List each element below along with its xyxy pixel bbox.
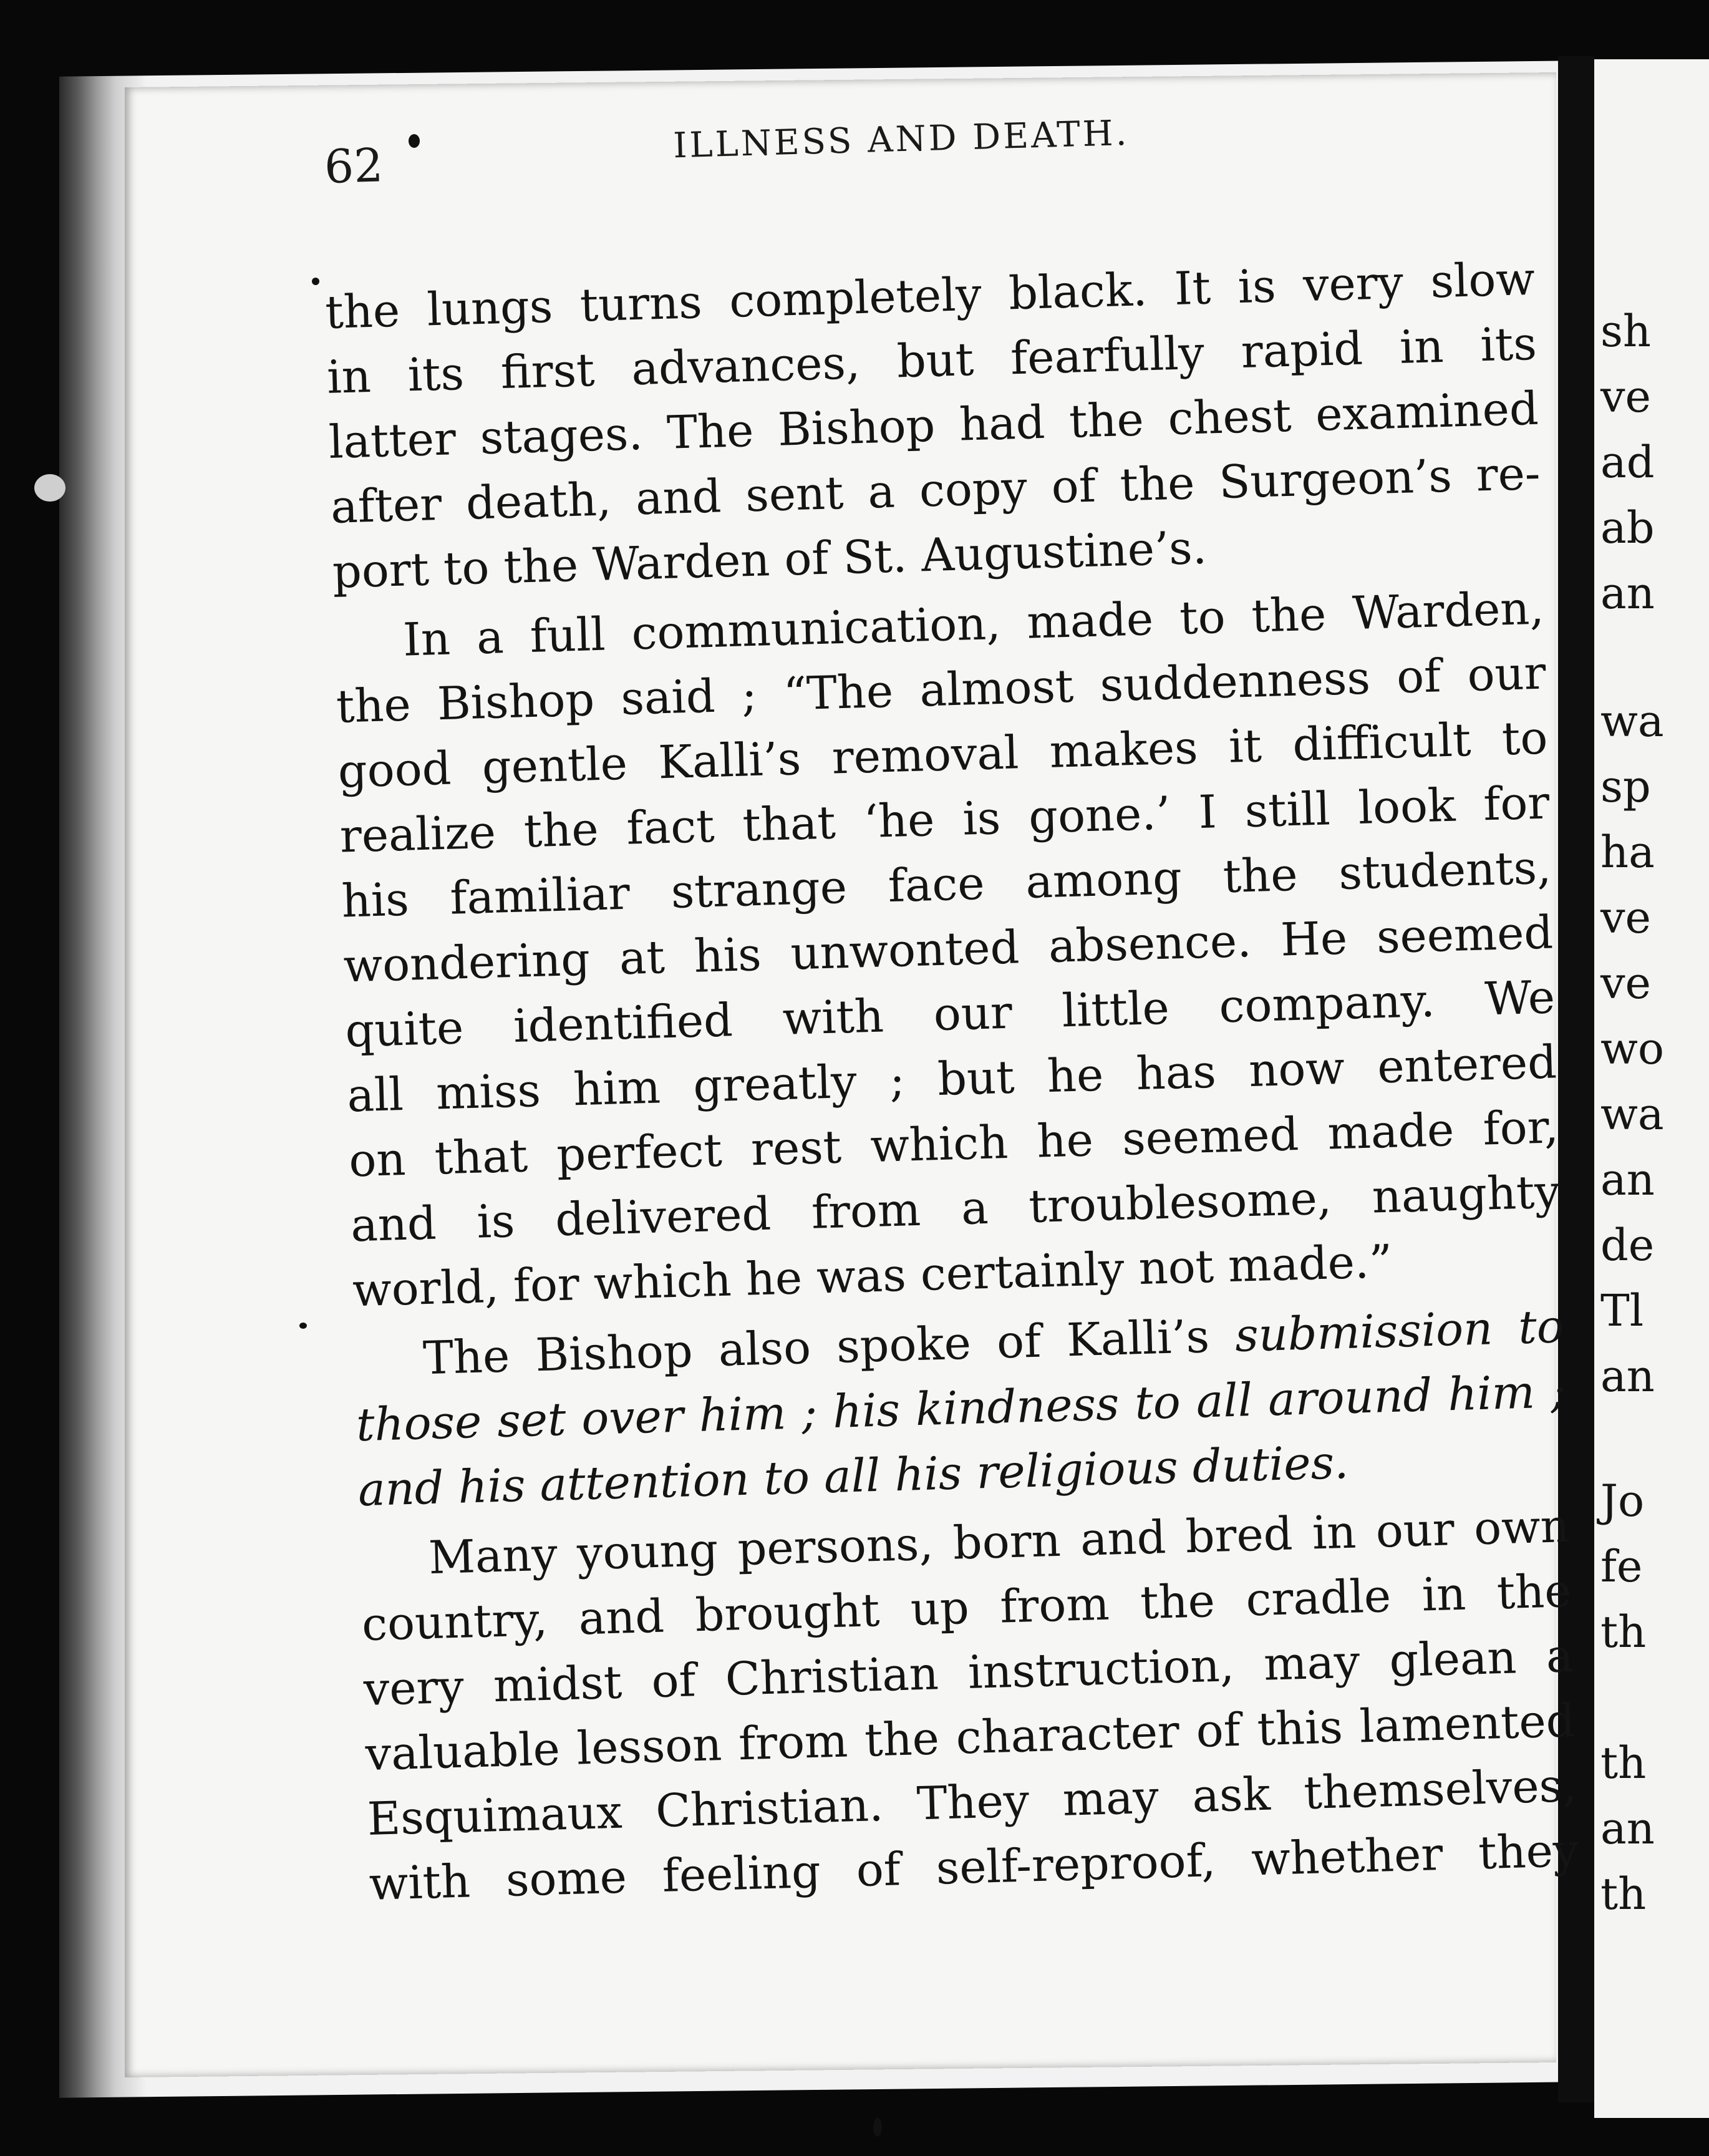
text-line: valuable lesson from the character of this lamented	[364, 1694, 1576, 1782]
text-line: In a full communication, made to the Warden,	[402, 581, 1545, 667]
text-line: realize the fact that ‘he is gone.’ I still look for	[339, 776, 1551, 863]
facing-page-fragment: wo	[1600, 1023, 1665, 1074]
scan-speck	[312, 278, 319, 285]
facing-page-fragment: th	[1600, 1737, 1647, 1789]
text-italic: and his attention to all his religious duties.	[357, 1435, 1350, 1517]
running-head: ILLNESS AND DEATH.	[672, 112, 1130, 167]
text-line: his familiar strange face among the students,	[341, 841, 1552, 928]
text-line: after death, and sent a copy of the Surgeon’s re-	[329, 447, 1541, 534]
facing-page-fragment: fe	[1600, 1541, 1643, 1592]
facing-page-fragment: sp	[1600, 761, 1651, 812]
facing-page-fragment: Jo	[1600, 1475, 1645, 1527]
facing-page-fragment: ve	[1600, 958, 1651, 1009]
text-line: with some feeling of self-reproof, whether they	[368, 1823, 1580, 1911]
facing-page-fragment: ab	[1600, 502, 1655, 553]
text-line: wondering at his unwonted absence. He seemed	[342, 906, 1554, 993]
text-line: quite identified with our little company. We	[344, 971, 1556, 1058]
text-line: good gentle Kalli’s removal makes it difficult to	[337, 711, 1549, 799]
facing-page-fragment: Tl	[1600, 1285, 1644, 1336]
text-line: the Bishop said ; “The almost suddenness of our	[335, 646, 1547, 734]
text-line: latter stages. The Bishop had the chest examined	[328, 382, 1539, 469]
text-line: Esquimaux Christian. They may ask themselves,	[366, 1759, 1578, 1847]
facing-page-fragment: ve	[1600, 892, 1651, 943]
text-line: all miss him greatly ; but he has now entered	[346, 1036, 1557, 1123]
facing-page-fragment: an	[1600, 1351, 1655, 1402]
facing-page-fragment: an	[1600, 1154, 1655, 1205]
facing-page-fragment: sh	[1600, 306, 1652, 357]
facing-page-fragment: de	[1600, 1220, 1655, 1271]
scan-speck	[299, 1323, 307, 1329]
text-line: port to the Warden of St. Augustine’s.	[331, 521, 1208, 599]
facing-page-fragment: wa	[1600, 1089, 1664, 1140]
text-italic: those set over him ; his kindness to all around him ;	[356, 1365, 1567, 1452]
facing-page-fragment: th	[1600, 1868, 1647, 1920]
text-line: world, for which he was certainly not made.”	[352, 1235, 1393, 1318]
text-line: Many young persons, born and bred in our own	[428, 1500, 1571, 1585]
text-plain: The Bishop also spoke of Kalli’s	[422, 1309, 1236, 1386]
page-number: 62	[323, 138, 384, 194]
text-line: the lungs turns completely black. It is very slow	[324, 252, 1536, 339]
body-text	[324, 247, 1580, 1917]
text-line: on that perfect rest which he seemed made for,	[348, 1100, 1559, 1188]
facing-page-fragment: ha	[1600, 827, 1655, 878]
facing-page-fragment: an	[1600, 568, 1655, 619]
facing-page-fragment: th	[1600, 1606, 1647, 1658]
scan-speck	[34, 474, 65, 502]
facing-page	[1594, 59, 1709, 2118]
text-line: in its first advances, but fearfully rapid in its	[326, 317, 1537, 404]
facing-page-fragment: an	[1600, 1803, 1655, 1854]
scan-speck	[409, 134, 420, 148]
text-line: country, and brought up from the cradle in the	[361, 1565, 1572, 1652]
facing-page-fragment: wa	[1600, 696, 1664, 747]
facing-page-fragment: ad	[1600, 437, 1655, 488]
facing-page-fragment: ve	[1600, 371, 1651, 422]
text-line: very midst of Christian instruction, may glean a	[362, 1629, 1574, 1717]
text-italic: submission to	[1234, 1300, 1565, 1362]
scan-speck	[873, 2118, 882, 2137]
text-line: and is delivered from a troublesome, naughty	[350, 1165, 1561, 1253]
